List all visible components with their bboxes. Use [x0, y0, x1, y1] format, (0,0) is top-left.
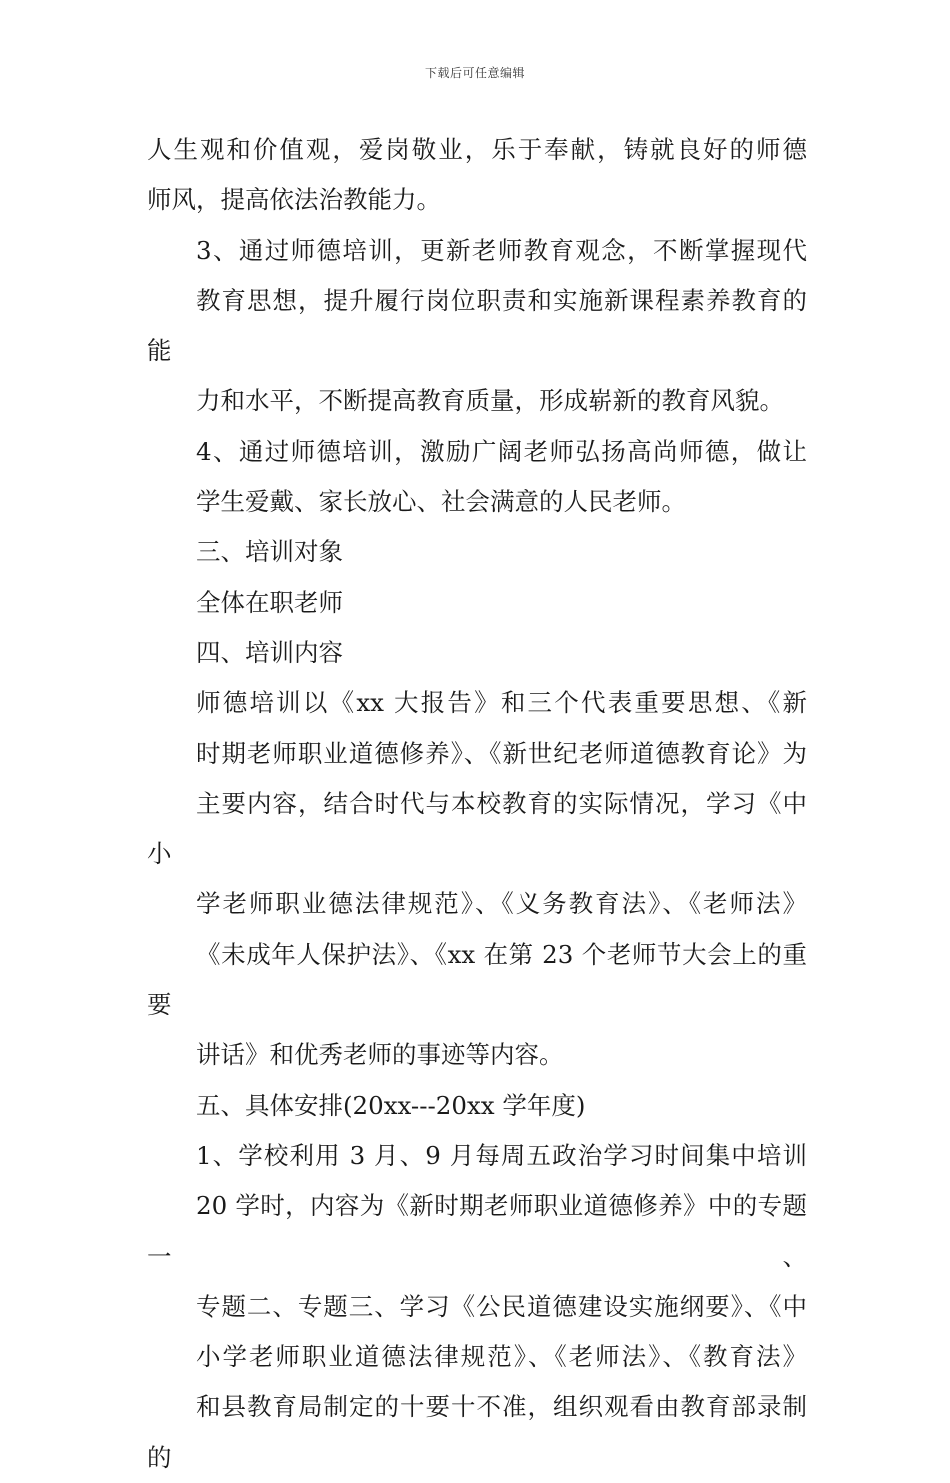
paragraph: [147, 628, 807, 678]
text-line: 和县教育局制定的十要十不准，组织观看由教育部录制的: [147, 1392, 807, 1472]
text-line: 时期老师职业道德修养》、《新世纪老师道德教育论》为: [196, 738, 807, 768]
text-line: 全体在职老师: [196, 587, 343, 617]
paragraph: [147, 226, 807, 427]
document-body: [147, 125, 807, 1483]
paragraph: [147, 678, 807, 1080]
text-line: 五、具体安排(20xx---20xx 学年度): [196, 1090, 586, 1120]
paragraph: [147, 527, 807, 577]
text-line: 小学老师职业道德法律规范》、《老师法》、《教育法》: [196, 1342, 807, 1372]
page-header: 下载后可任意编辑: [424, 66, 525, 80]
text-line: 教育思想，提升履行岗位职责和实施新课程素养教育的能: [147, 285, 807, 366]
text-line: 3、通过师德培训，更新老师教育观念，不断掌握现代: [196, 235, 807, 265]
text-line: 学生爱戴、家长放心、社会满意的人民老师。: [196, 487, 686, 517]
text-line: 主要内容，结合时代与本校教育的实际情况，学习《中小: [147, 788, 807, 869]
paragraph: [147, 1131, 807, 1483]
paragraph: [147, 427, 807, 528]
text-line: 力和水平，不断提高教育质量，形成崭新的教育风貌。: [196, 386, 784, 416]
text-line: 讲话》和优秀老师的事迹等内容。: [196, 1040, 564, 1070]
text-line: 师风，提高依法治教能力。: [147, 185, 441, 215]
paragraph: [147, 1081, 807, 1131]
text-line: 人生观和价值观，爱岗敬业，乐于奉献，铸就良好的师德: [147, 135, 807, 164]
text-line: 1、学校利用 3 月、9 月每周五政治学习时间集中培训: [196, 1140, 807, 1170]
text-line: 师德培训以《xx 大报告》和三个代表重要思想、《新: [196, 688, 807, 718]
text-line: 三、培训对象: [196, 537, 343, 567]
text-line: 20 学时，内容为《新时期老师职业道德修养》中的专题一、: [147, 1191, 807, 1271]
text-line: 《未成年人保护法》、《xx 在第 23 个老师节大会上的重要: [147, 939, 807, 1020]
paragraph: [147, 578, 807, 628]
paragraph: [147, 125, 807, 226]
text-line: 四、培训内容: [196, 637, 343, 667]
text-line: 4、通过师德培训，激励广阔老师弘扬高尚师德，做让: [196, 436, 807, 466]
text-line: 学老师职业德法律规范》、《义务教育法》、《老师法》: [196, 889, 807, 919]
text-line: 专题二、专题三、学习《公民道德建设实施纲要》、《中: [196, 1291, 807, 1321]
